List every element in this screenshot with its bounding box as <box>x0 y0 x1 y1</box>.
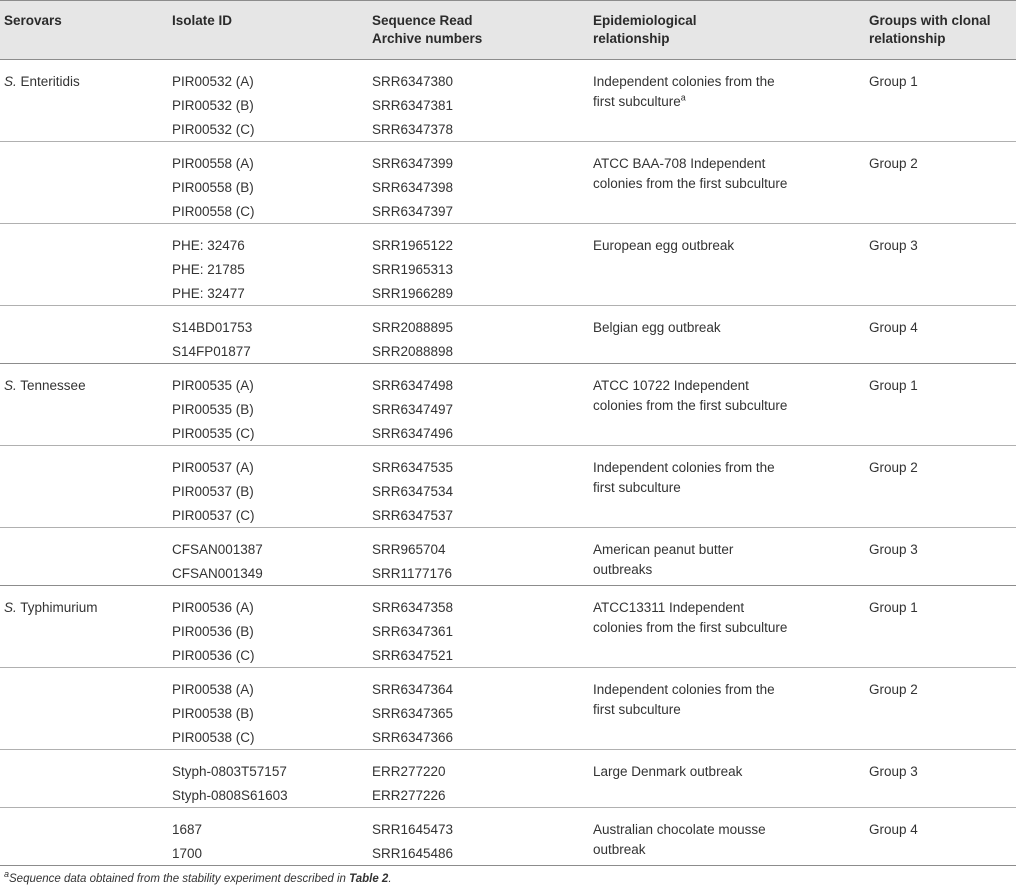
isolate-id: PIR00558 (A) <box>172 156 254 171</box>
sra-number: SRR1177176 <box>372 566 453 581</box>
isolate-id: PIR00532 (C) <box>172 122 255 137</box>
epi-line <box>593 560 798 580</box>
isolate-id: CFSAN001349 <box>172 566 263 581</box>
header-groups: Groups with clonal relationship <box>869 13 991 46</box>
isolate-id: PIR00536 (B) <box>172 624 254 639</box>
isolate-id-cell <box>172 456 255 528</box>
isolate-id-cell <box>172 538 263 586</box>
sra-number: SRR6347399 <box>372 156 454 171</box>
epi-text: Belgian egg outbreak <box>593 320 721 335</box>
epi-line <box>593 680 798 700</box>
epi-line <box>593 154 798 174</box>
epi-relationship <box>593 154 798 193</box>
serovar-label: Enteritidis <box>16 74 80 89</box>
table-body <box>0 59 1016 865</box>
sra-cell <box>372 760 446 808</box>
isolate-id-cell <box>172 760 288 808</box>
epi-line <box>593 700 798 720</box>
footnote: $^a$Sequence data obtained from the stability experiment described in Table 2. <box>4 869 392 885</box>
isolate-id: PIR00536 (C) <box>172 648 255 663</box>
sra-number: SRR6347535 <box>372 460 454 475</box>
sra-cell <box>372 316 453 364</box>
isolate-id: PIR00535 (C) <box>172 426 255 441</box>
table-row <box>0 749 1016 807</box>
serovar-label: Typhimurium <box>16 600 98 615</box>
isolate-id: PIR00535 (B) <box>172 402 254 417</box>
sra-number: SRR1965122 <box>372 238 454 253</box>
sra-cell <box>372 70 453 142</box>
isolate-id-cell <box>172 152 255 224</box>
epi-relationship <box>593 762 798 782</box>
epi-line <box>593 92 798 112</box>
isolate-id: PIR00538 (C) <box>172 730 255 745</box>
epi-text: Independent colonies from the <box>593 74 775 89</box>
clonal-group: Group 3 <box>869 764 918 779</box>
clonal-group: Group 2 <box>869 682 918 697</box>
table-row <box>0 585 1016 667</box>
sra-number: ERR277226 <box>372 788 446 803</box>
isolate-id: PIR00537 (C) <box>172 508 255 523</box>
epi-line <box>593 236 798 256</box>
clonal-group: Group 3 <box>869 238 918 253</box>
sra-number: SRR965704 <box>372 542 446 557</box>
isolate-id: Styph-0808S61603 <box>172 788 288 803</box>
sra-number: SRR2088898 <box>372 344 454 359</box>
isolate-id: PIR00558 (B) <box>172 180 254 195</box>
epi-line <box>593 618 798 638</box>
clonal-group: Group 2 <box>869 460 918 475</box>
sra-cell <box>372 596 453 668</box>
isolate-id-cell <box>172 818 202 866</box>
epi-line <box>593 820 798 840</box>
serovar-genus: S. <box>4 600 17 615</box>
epi-line <box>593 376 798 396</box>
sra-number: SRR6347398 <box>372 180 454 195</box>
epi-text: outbreaks <box>593 561 653 577</box>
isolate-id: S14FP01877 <box>172 344 251 359</box>
sra-number: SRR6347537 <box>372 508 454 523</box>
epi-text: American peanut butter <box>593 542 734 557</box>
sra-number: SRR6347497 <box>372 402 454 417</box>
sra-number: SRR6347521 <box>372 648 454 663</box>
clonal-group: Group 1 <box>869 600 918 615</box>
sra-number: SRR1966289 <box>372 286 454 301</box>
sra-number: SRR1645486 <box>372 846 454 861</box>
isolate-id-cell <box>172 678 255 750</box>
epi-line <box>593 840 798 860</box>
sra-number: SRR6347498 <box>372 378 454 393</box>
isolate-id: PIR00537 (A) <box>172 460 254 475</box>
isolate-id: PIR00536 (A) <box>172 600 254 615</box>
table-header <box>0 0 1016 59</box>
sra-cell <box>372 374 453 446</box>
isolate-id: Styph-0803T57157 <box>172 764 287 779</box>
isolate-id: PIR00532 (B) <box>172 98 254 113</box>
epi-text: first subculture <box>593 701 681 717</box>
sra-number: SRR1645473 <box>372 822 454 837</box>
serovar-name <box>4 598 98 618</box>
sra-number: SRR6347364 <box>372 682 454 697</box>
isolate-id: PIR00535 (A) <box>172 378 254 393</box>
isolate-id-cell <box>172 316 252 364</box>
epi-relationship <box>593 376 798 415</box>
epi-text: first subculture <box>593 479 681 495</box>
isolate-id: PIR00538 (B) <box>172 706 254 721</box>
footnote-mark: a <box>680 92 686 102</box>
table-row <box>0 527 1016 585</box>
epi-text: Independent colonies from the <box>593 460 775 475</box>
serovar-label: Tennessee <box>16 378 86 393</box>
epi-relationship <box>593 598 798 637</box>
isolate-id: PHE: 32477 <box>172 286 245 301</box>
table-row <box>0 445 1016 527</box>
sra-number: SRR6347358 <box>372 600 454 615</box>
isolate-id: PHE: 21785 <box>172 262 245 277</box>
clonal-group: Group 3 <box>869 542 918 557</box>
clonal-group: Group 4 <box>869 320 918 335</box>
epi-text: colonies from the first subculture <box>593 175 788 191</box>
isolate-id: PHE: 32476 <box>172 238 245 253</box>
table-row <box>0 141 1016 223</box>
epi-relationship <box>593 680 798 719</box>
sra-number: SRR6347397 <box>372 204 454 219</box>
sra-cell <box>372 234 453 306</box>
epi-line <box>593 174 798 194</box>
epi-text: ATCC13311 Independent <box>593 600 745 615</box>
sra-cell <box>372 818 453 866</box>
table-row <box>0 223 1016 305</box>
sra-number: SRR6347381 <box>372 98 454 113</box>
isolate-id-cell <box>172 70 255 142</box>
isolate-id-cell <box>172 374 255 446</box>
sra-number: SRR6347361 <box>372 624 454 639</box>
serovar-name <box>4 72 80 92</box>
clonal-group: Group 1 <box>869 378 918 393</box>
sra-cell <box>372 152 453 224</box>
epi-line <box>593 318 798 338</box>
table-row <box>0 667 1016 749</box>
isolate-id: 1687 <box>172 822 203 837</box>
isolate-id-cell <box>172 596 255 668</box>
sra-number: SRR6347534 <box>372 484 454 499</box>
sra-cell <box>372 456 453 528</box>
serovar-name <box>4 376 86 396</box>
epi-line <box>593 540 798 560</box>
sra-number: SRR6347380 <box>372 74 454 89</box>
header-epidemiological: Epidemiological relationship <box>593 13 697 46</box>
epi-line <box>593 478 798 498</box>
sra-number: SRR6347496 <box>372 426 454 441</box>
sra-number: SRR2088895 <box>372 320 454 335</box>
sra-number: SRR6347365 <box>372 706 454 721</box>
epi-relationship <box>593 236 798 256</box>
epi-relationship <box>593 820 798 859</box>
sra-number: SRR1965313 <box>372 262 454 277</box>
clonal-group: Group 1 <box>869 74 918 89</box>
header-isolate-id: Isolate ID <box>172 13 233 28</box>
isolate-id: PIR00532 (A) <box>172 74 254 89</box>
isolate-id: PIR00558 (C) <box>172 204 255 219</box>
epi-text: Independent colonies from the <box>593 682 775 697</box>
header-serovars: Serovars <box>4 13 62 28</box>
sra-cell <box>372 678 453 750</box>
epi-text: outbreak <box>593 841 646 857</box>
sra-number: ERR277220 <box>372 764 446 779</box>
epi-text: colonies from the first subculture <box>593 397 788 413</box>
epi-text: colonies from the first subculture <box>593 619 788 635</box>
epi-text: ATCC 10722 Independent <box>593 378 749 393</box>
table-row <box>0 807 1016 865</box>
table-row <box>0 59 1016 141</box>
epi-relationship <box>593 72 798 111</box>
epi-relationship <box>593 318 798 338</box>
sra-number: SRR6347366 <box>372 730 454 745</box>
isolate-id: PIR00538 (A) <box>172 682 254 697</box>
epi-relationship <box>593 458 798 497</box>
isolate-id: 1700 <box>172 846 203 861</box>
table-row <box>0 305 1016 363</box>
epi-line <box>593 598 798 618</box>
table-row <box>0 363 1016 445</box>
serovar-genus: S. <box>4 378 17 393</box>
epi-text: Large Denmark outbreak <box>593 764 743 779</box>
epi-line <box>593 762 798 782</box>
table-bottom-rule <box>0 865 1016 866</box>
epi-text: first subculture <box>593 93 681 109</box>
epi-line <box>593 396 798 416</box>
clonal-group: Group 4 <box>869 822 918 837</box>
epi-text: ATCC BAA-708 Independent <box>593 156 766 171</box>
serovar-genus: S. <box>4 74 17 89</box>
epi-line <box>593 72 798 92</box>
sra-cell <box>372 538 452 586</box>
isolate-id: CFSAN001387 <box>172 542 263 557</box>
header-sra: Sequence Read Archive numbers <box>372 13 483 46</box>
clonal-group: Group 2 <box>869 156 918 171</box>
isolate-id-cell <box>172 234 245 306</box>
isolate-id: S14BD01753 <box>172 320 253 335</box>
isolate-id: PIR00537 (B) <box>172 484 254 499</box>
sra-number: SRR6347378 <box>372 122 454 137</box>
epi-text: Australian chocolate mousse <box>593 822 766 837</box>
epi-line <box>593 458 798 478</box>
epi-text: European egg outbreak <box>593 238 735 253</box>
epi-relationship <box>593 540 798 579</box>
